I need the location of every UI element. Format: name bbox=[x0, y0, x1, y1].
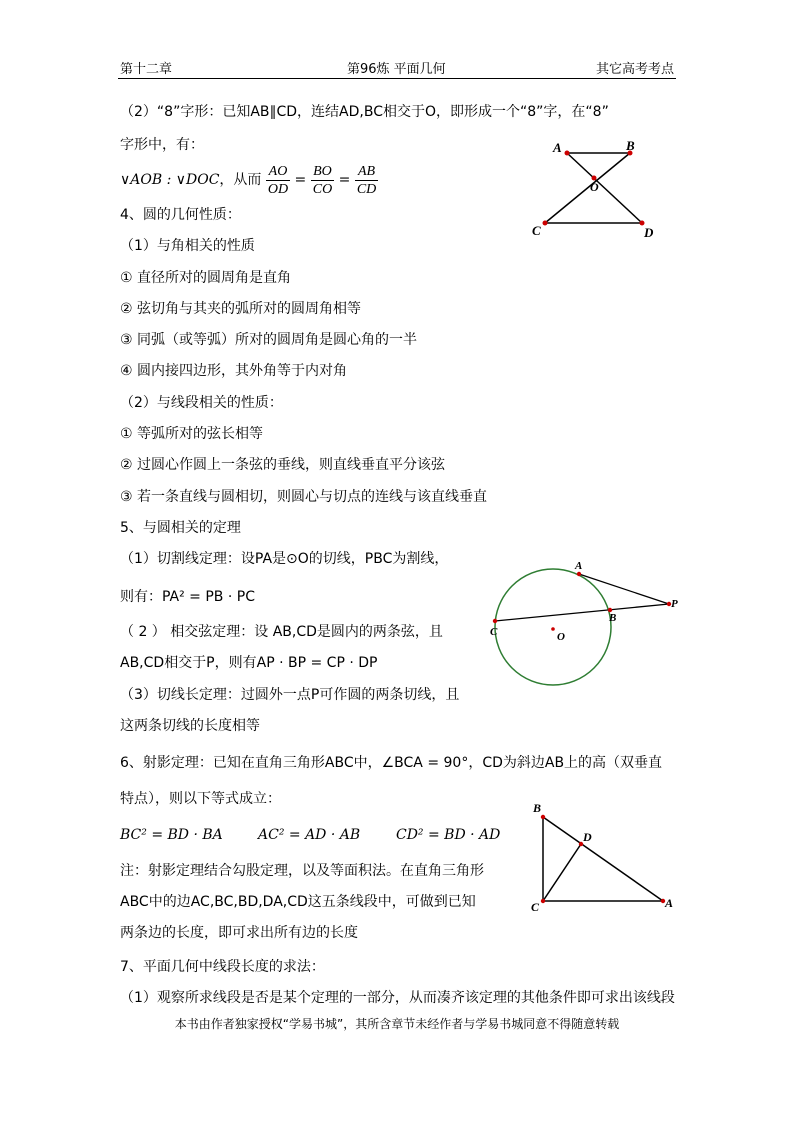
section-7-title: 7、平面几何中线段长度的求法： bbox=[120, 959, 325, 975]
secant-tangent-formula: 则有：PA² = PB · PC bbox=[120, 589, 255, 605]
fraction-ao-od: $\frac{AO}{OD}$ bbox=[267, 163, 289, 197]
figure-right-triangle bbox=[525, 797, 685, 917]
section-5-title: 5、与圆相关的定理 bbox=[120, 520, 241, 536]
section-7-method-1: （1）观察所求线段是否是某个定理的一部分，从而凑齐该定理的其他条件即可求出该线段 bbox=[120, 990, 675, 1006]
header-lesson: 第96炼 平面几何 bbox=[347, 62, 446, 77]
eight-shape-line-2: 字形中，有： bbox=[120, 137, 204, 153]
label-b: B bbox=[626, 138, 635, 153]
angle-property-2: ② 弦切角与其夹的弧所对的圆周角相等 bbox=[120, 301, 361, 317]
equals-sign: = bbox=[338, 172, 351, 188]
tangent-length-theorem: （3）切线长定理：过圆外一点P可作圆的两条切线，且 bbox=[120, 687, 460, 703]
angle-property-1: ① 直径所对的圆周角是直角 bbox=[120, 270, 292, 286]
angle-properties-heading: （1）与角相关的性质 bbox=[120, 238, 255, 254]
tangent-length-conclusion: 这两条切线的长度相等 bbox=[120, 718, 260, 734]
projection-theorem-line-1: 6、射影定理：已知在直角三角形ABC中，∠BCA = 90°，CD为斜边AB上的高（双垂直 bbox=[120, 755, 663, 771]
projection-formula-2: AC² = AD · AB bbox=[258, 827, 361, 843]
projection-note-line-1: 注：射影定理结合勾股定理，以及等面积法。在直角三角形 bbox=[120, 863, 484, 879]
label-b: B bbox=[609, 612, 617, 624]
segment-property-2: ② 过圆心作圆上一条弦的垂线，则直线垂直平分该弦 bbox=[120, 457, 445, 473]
label-b: B bbox=[533, 801, 542, 815]
projection-note-line-2: ABC中的边AC,BC,BD,DA,CD这五条线段中，可做到已知 bbox=[120, 894, 476, 910]
segment-property-1: ① 等弧所对的弦长相等 bbox=[120, 426, 264, 442]
projection-formula-1: BC² = BD · BA bbox=[120, 827, 223, 843]
label-a: A bbox=[575, 560, 583, 572]
label-p: P bbox=[671, 598, 678, 610]
header-topic: 其它高考考点 bbox=[595, 62, 674, 77]
so-text: ，从而 bbox=[219, 172, 262, 188]
eight-shape-line-1: （2）“8”字形：已知AB∥CD，连结AD,BC相交于O，即形成一个“8”字，在“8” bbox=[120, 104, 609, 120]
label-a: A bbox=[553, 140, 562, 155]
equals-sign: = bbox=[294, 172, 307, 188]
angle-property-4: ④ 圆内接四边形，其外角等于内对角 bbox=[120, 363, 348, 379]
label-d: D bbox=[583, 830, 592, 844]
segment-properties-heading: （2）与线段相关的性质： bbox=[120, 395, 283, 411]
figure-circle-secant bbox=[485, 560, 685, 690]
label-d: D bbox=[644, 225, 654, 240]
header-chapter: 第十二章 bbox=[120, 62, 173, 77]
angle-property-3: ③ 同弧（或等弧）所对的圆周角是圆心角的一半 bbox=[120, 332, 417, 348]
section-4-title: 4、圆的几何性质： bbox=[120, 207, 241, 223]
label-o: O bbox=[557, 631, 565, 643]
intersecting-chords-theorem: （ 2 ） 相交弦定理：设 AB,CD是圆内的两条弦，且 bbox=[120, 624, 443, 640]
label-o: O bbox=[590, 180, 599, 194]
intersecting-chords-formula: AB,CD相交于P，则有AP · BP = CP · DP bbox=[120, 655, 378, 671]
label-c: C bbox=[532, 223, 541, 238]
projection-formula-3: CD² = BD · AD bbox=[396, 827, 501, 843]
segment-property-3: ③ 若一条直线与圆相切，则圆心与切点的连线与该直线垂直 bbox=[120, 489, 487, 505]
copyright-footer: 本书由作者独家授权“学易书城”，其所含章节未经作者与学易书城同意不得随意转载 bbox=[174, 1017, 620, 1031]
header-rule bbox=[118, 78, 676, 79]
similar-triangles: ∨AOB : ∨DOC bbox=[120, 172, 220, 188]
projection-theorem-line-2: 特点），则以下等式成立： bbox=[120, 791, 281, 807]
fraction-ab-cd: $\frac{AB}{CD}$ bbox=[356, 163, 377, 197]
secant-tangent-theorem: （1）切割线定理：设PA是⊙O的切线，PBC为割线， bbox=[120, 551, 449, 567]
eight-shape-ratio bbox=[120, 162, 378, 198]
label-c: C bbox=[531, 900, 540, 914]
projection-note-line-3: 两条边的长度，即可求出所有边的长度 bbox=[120, 925, 358, 941]
label-c: C bbox=[490, 626, 498, 638]
label-a: A bbox=[665, 896, 674, 910]
figure-eight-shape bbox=[520, 135, 670, 245]
fraction-bo-co: $\frac{BO}{CO}$ bbox=[312, 163, 333, 197]
